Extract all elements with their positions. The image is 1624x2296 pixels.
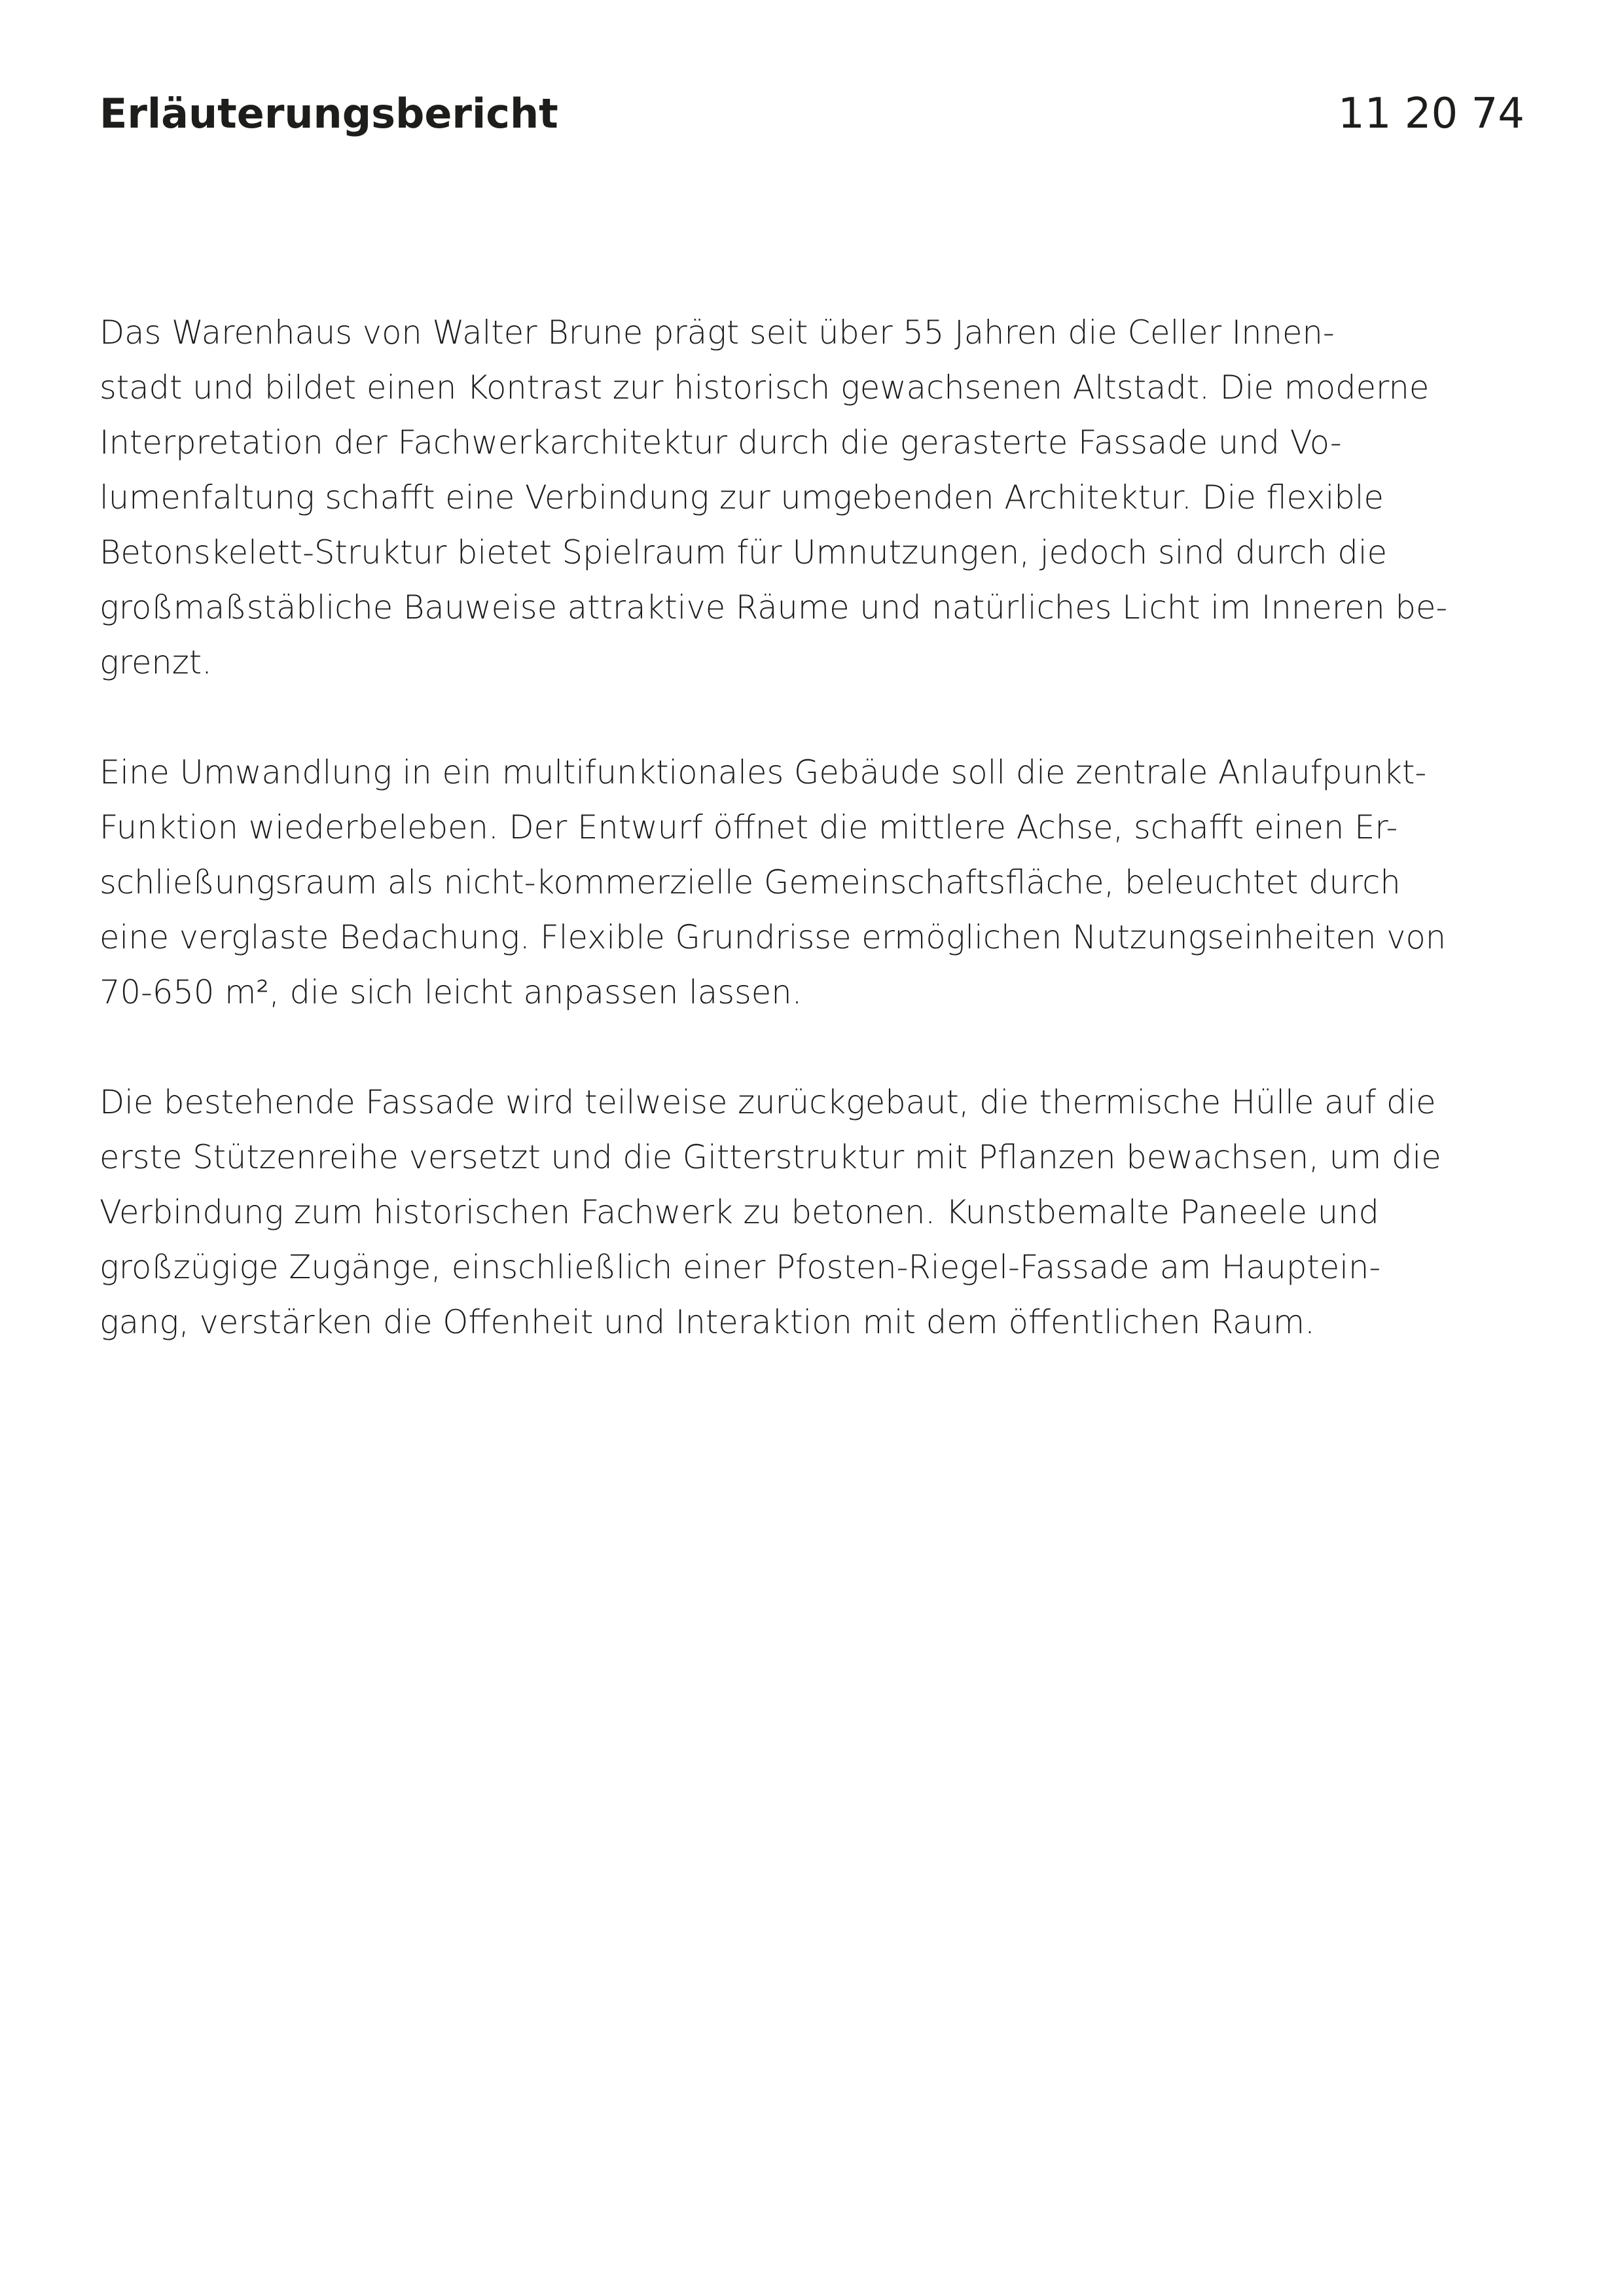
text-line: Das Warenhaus von Walter Brune prägt seit über 55 Jahren die Celler Innen-: [99, 314, 1335, 351]
text-line: stadt und bildet einen Kontrast zur historisch gewachsenen Altstadt. Die moderne: [99, 368, 1430, 406]
text-line: gang, verstärken die Offenheit und Interaktion mit dem öffentlichen Raum.: [99, 1303, 1315, 1341]
text-line: 70-650 m², die sich leicht anpassen lassen.: [99, 973, 803, 1011]
text-line: Betonskelett-Struktur bietet Spielraum für Umnutzungen, jedoch sind durch die: [99, 533, 1388, 571]
paragraph-3: [99, 1075, 1526, 1350]
page-header: [99, 89, 1525, 139]
text-line: lumenfaltung schafft eine Verbindung zur umgebenden Architektur. Die flexible: [99, 478, 1384, 516]
document-title: Erläuterungsbericht: [99, 90, 558, 137]
text-line: Interpretation der Fachwerkarchitektur durch die gerasterte Fassade und Vo-: [99, 423, 1342, 461]
text-line: erste Stützenreihe versetzt und die Gitterstruktur mit Pflanzen bewachsen, um die: [99, 1138, 1441, 1176]
text-line: Verbindung zum historischen Fachwerk zu betonen. Kunstbemalte Paneele und: [99, 1193, 1379, 1231]
text-line: Die bestehende Fassade wird teilweise zurückgebaut, die thermische Hülle auf die: [99, 1083, 1436, 1121]
text-line: Funktion wiederbeleben. Der Entwurf öffnet die mittlere Achse, schafft einen Er-: [99, 808, 1398, 846]
document-number: 11 20 74: [1338, 90, 1525, 138]
text-line: schließungsraum als nicht-kommerzielle Gemeinschaftsfläche, beleuchtet durch: [99, 863, 1401, 901]
paragraph-1: [99, 305, 1526, 690]
text-line: grenzt.: [99, 643, 212, 681]
text-line: Eine Umwandlung in ein multifunktionales Gebäude soll die zentrale Anlaufpunkt-: [99, 753, 1427, 791]
paragraph-2: [99, 745, 1526, 1020]
text-line: großzügige Zugänge, einschließlich einer Pfosten-Riegel-Fassade am Hauptein-: [99, 1248, 1381, 1286]
text-line: großmaßstäbliche Bauweise attraktive Räume und natürliches Licht im Inneren be-: [99, 588, 1448, 626]
text-line: eine verglaste Bedachung. Flexible Grundrisse ermöglichen Nutzungseinheiten von: [99, 918, 1447, 956]
report-body: [99, 305, 1526, 1405]
